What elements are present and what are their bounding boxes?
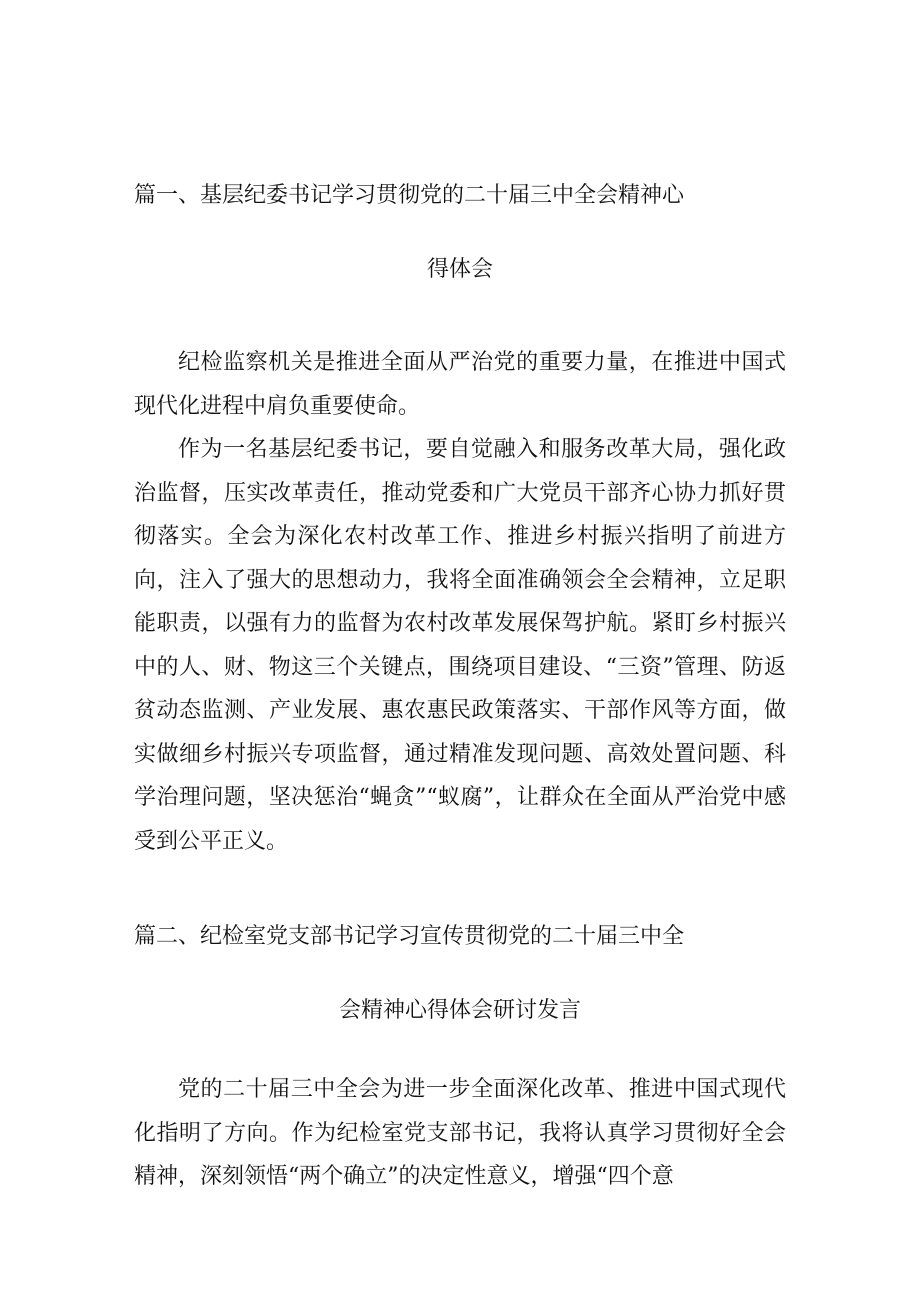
section1-paragraph-2: 作为一名基层纪委书记，要自觉融入和服务改革大局，强化政治监督，压实改革责任，推动党委和广大党员干部齐心协力抓好贯彻落实。全会为深化农村改革工作、推进乡村振兴指明了前进方向，注入了强大的思想动力，我将全面准确领会全会精神，立足职能职责，以强有力的监督为农村改革发展保驾护航。紧盯乡村振兴中的人、财、物这三个关键点，围绕项目建设、“三资”管理、防返贫动态监测、产业发展、惠农惠民政策落实、干部作风等方面，做实做细乡村振兴专项监督，通过精准发现问题、高效处置问题、科学治理问题，坚决惩治“蝇贪”“蚁腐”，让群众在全面从严治党中感受到公平正义。: [134, 437, 786, 854]
section1-title-line1: 篇一、基层纪委书记学习贯彻党的二十届三中全会精神心: [134, 183, 685, 208]
section2-title: [134, 900, 786, 1048]
section1-paragraph-1: 纪检监察机关是推进全面从严治党的重要力量，在推进中国式现代化进程中肩负重要使命。: [134, 350, 786, 419]
section1-title: [134, 159, 786, 307]
section2-title-line1: 篇二、纪检室党支部书记学习宣传贯彻党的二十届三中全: [134, 924, 685, 949]
section2-title-line2: 会精神心得体会研讨发言: [338, 998, 581, 1023]
section2-paragraph-1: 党的二十届三中全会为进一步全面深化改革、推进中国式现代化指明了方向。作为纪检室党支部书记，我将认真学习贯彻好全会精神，深刻领悟“两个确立”的决定性意义，增强“四个意: [134, 1077, 786, 1189]
section1-title-line2: 得体会: [426, 257, 493, 282]
